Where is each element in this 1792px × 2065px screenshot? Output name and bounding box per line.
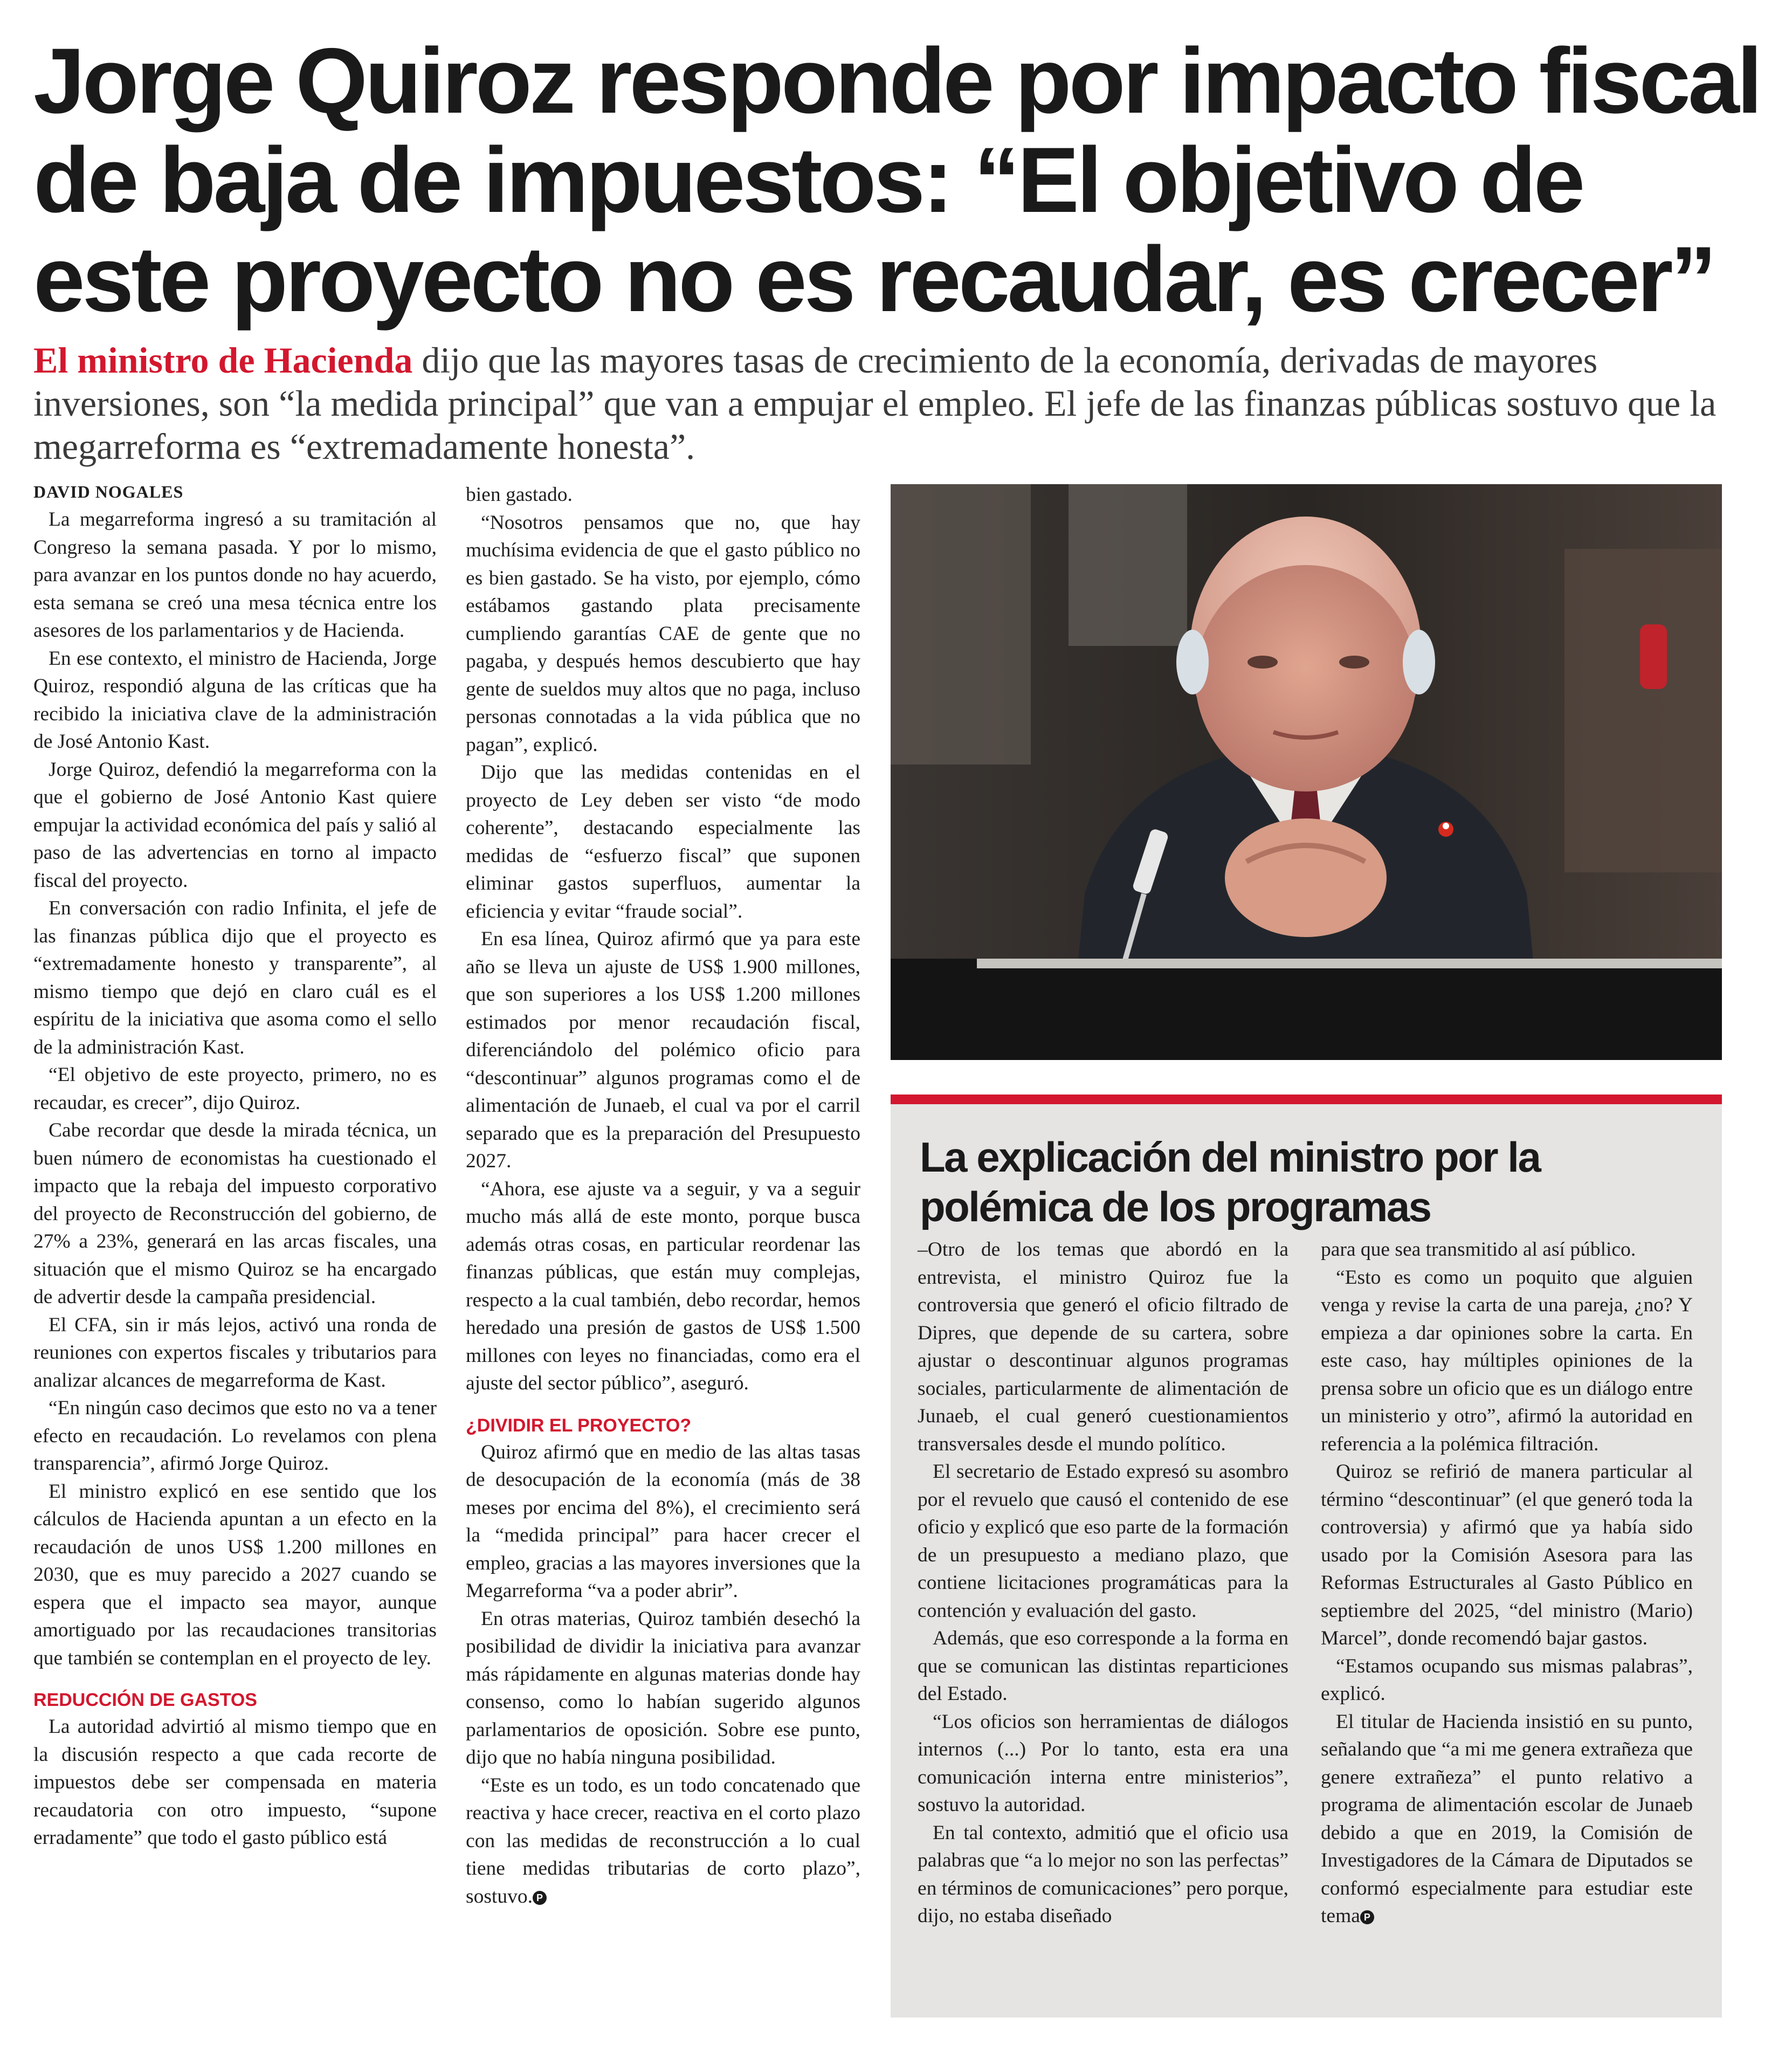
- article-column-2: [466, 481, 860, 1910]
- subhead-dividir-proyecto: ¿DIVIDIR EL PROYECTO?: [466, 1415, 692, 1436]
- paragraph: La autoridad advirtió al mismo tiempo que en la discusión respecto a que cada recorte de impuestos debe ser compensada en materia recaudatoria con otro impuesto, “supone erradamente” que todo el gasto público está: [33, 1716, 437, 1849]
- paragraph-final-text: “Este es un todo, es un todo concatenado que reactiva y hace crecer, reactiva en el corto plazo con las medidas de reconstrucción a lo cual tiene medidas tributarias de corto plazo”, sostuvo.: [466, 1774, 860, 1908]
- sidebar-column-1: [918, 1236, 1288, 1930]
- deck-text: dijo que las mayores tasas de crecimiento de la economía, derivadas de mayores inversiones, son “la medida principal” que van a empujar el empleo. El jefe de las finanzas públicas sostuvo que la megarreforma es “extremadamente honesta”.: [33, 340, 1717, 467]
- paragraph: El secretario de Estado expresó su asombro por el revuelo que causó el contenido de ese oficio y explicó que eso parte de la formación de un presupuesto a mediano plazo, que contiene licitaciones programáticas para la contención y evaluación del gasto.: [918, 1461, 1288, 1622]
- paragraph: Quiroz se refirió de manera particular al término “descontinuar” (el que generó toda la controversia) y afirmó que ya había sido usado por la Comisión Asesora para las Reformas Estructurales al Gasto Público en septiembre del 2025, “del ministro (Mario) Marcel”, donde recomendó bajar gastos.: [1321, 1461, 1693, 1649]
- paragraph: “En ningún caso decimos que esto no va a tener efecto en recaudación. Lo revelamos con plena transparencia”, afirmó Jorge Quiroz.: [33, 1397, 437, 1475]
- paragraph: Además, que eso corresponde a la forma en que se comunican las distintas reparticiones del Estado.: [918, 1627, 1288, 1705]
- headline: Jorge Quiroz responde por impacto fiscal de baja de impuestos: “El objetivo de este proyecto no es recaudar, es crecer”: [33, 29, 1760, 331]
- sidebar-title: La explicación del ministro por la polémica de los programas: [920, 1133, 1540, 1230]
- paragraph: La megarreforma ingresó a su tramitación al Congreso la semana pasada. Y por lo mismo, para avanzar en los puntos donde no hay acuerdo, esta semana se creó una mesa técnica entre los asesores de los parlamentarios y de Hacienda.: [33, 508, 437, 642]
- paragraph: –Otro de los temas que abordó en la entrevista, el ministro Quiroz fue la controversia que generó el oficio filtrado de Dipres, que depende de su cartera, sobre ajustar o descontinuar algunos programas sociales, particularmente de alimentación de Junaeb, el cual generó cuestionamientos transversales desde el mundo político.: [918, 1238, 1288, 1455]
- paragraph: En esa línea, Quiroz afirmó que ya para este año se lleva un ajuste de US$ 1.900 millones, que son superiores a los US$ 1.200 millones estimados por menor recaudación fiscal, diferenciándolo del polémico oficio para “descontinuar” algunos programas como el de alimentación de Junaeb, el cual va por el carril separado que es la preparación del Presupuesto 2027.: [466, 928, 860, 1172]
- paragraph: “Esto es como un poquito que alguien venga y revise la carta de una pareja, ¿no? Y empieza a dar opiniones sobre la carta. En este caso, hay múltiples opiniones de la prensa sobre un oficio que es un diálogo entre un ministerio y otro”, afirmó la autoridad en referencia a la polémica filtración.: [1321, 1266, 1693, 1455]
- end-mark-icon: P: [1360, 1910, 1374, 1924]
- deck: [33, 339, 1769, 468]
- paragraph: “Ahora, ese ajuste va a seguir, y va a seguir mucho más allá de este monto, porque busca además otras cosas, en particular reordenar las finanzas públicas, que están muy complejas, respecto a la cual también, debo recordar, hemos heredado una presión de gastos de US$ 1.500 millones con leyes no financiadas, como era el ajuste del sector público”, aseguró.: [466, 1178, 860, 1394]
- paragraph: Quiroz afirmó que en medio de las altas tasas de desocupación de la economía (más de 38 meses por encima del 8%), el crecimiento será la “medida principal” para hacer crecer el empleo, gracias a las mayores inversiones que la Megarreforma “va a poder abrir”.: [466, 1441, 860, 1602]
- paragraph: En otras materias, Quiroz también desechó la posibilidad de dividir la iniciativa para avanzar más rápidamente en algunas materias donde hay consenso, como lo habían sugerido algunos parlamentarios de oposición. Sobre ese punto, dijo que no había ninguna posibilidad.: [466, 1607, 860, 1768]
- paragraph: bien gastado.: [466, 484, 573, 506]
- end-mark-icon: P: [533, 1891, 547, 1905]
- paragraph: “Estamos ocupando sus mismas palabras”, explicó.: [1321, 1655, 1693, 1705]
- byline: DAVID NOGALES: [33, 482, 184, 501]
- paragraph: En ese contexto, el ministro de Hacienda, Jorge Quiroz, respondió alguna de las críticas que ha recibido la iniciativa clave de la administración de José Antonio Kast.: [33, 647, 437, 753]
- photo-illustration: [891, 484, 1722, 1060]
- subhead-reduccion-gastos: REDUCCIÓN DE GASTOS: [33, 1690, 257, 1710]
- article-photo: [891, 484, 1722, 1060]
- paragraph: En conversación con radio Infinita, el jefe de las finanzas pública dijo que el proyecto es “extremadamente honesto y transparente”, al mismo tiempo que dejó en claro cuál es el espíritu de la iniciativa que asoma como el sello de la administración Kast.: [33, 897, 437, 1058]
- paragraph: para que sea transmitido al así público.: [1321, 1238, 1636, 1261]
- paragraph-final: [466, 1772, 860, 1911]
- paragraph: Jorge Quiroz, defendió la megarreforma con la que el gobierno de José Antonio Kast quiere empujar la actividad económica del país y salió al paso de las advertencias en torno al impacto fiscal del proyecto.: [33, 758, 437, 892]
- paragraph: “Los oficios son herramientas de diálogos internos (...) Por lo tanto, esta era una comunicación interna entre ministerios”, sostuvo la autoridad.: [918, 1710, 1288, 1816]
- paragraph: Cabe recordar que desde la mirada técnica, un buen número de economistas ha cuestionado el impacto que la rebaja del impuesto corporativo del proyecto de Reconstrucción del gobierno, de 27% a 23%, generará en las arcas fiscales, una situación que el mismo Quiroz se ha encargado de advertir desde la campaña presidencial.: [33, 1119, 437, 1308]
- sidebar-column-2: [1321, 1236, 1693, 1930]
- sidebar-box: [891, 1095, 1722, 2018]
- paragraph: En tal contexto, admitió que el oficio usa palabras que “a lo mejor no son las perfectas” en términos de comunicaciones” pero porque, dijo, no estaba diseñado: [918, 1821, 1288, 1927]
- paragraph-final-text: El titular de Hacienda insistió en su punto, señalando que “a mi me genera extrañeza que genere extrañeza” el punto relativo a programa de alimentación escolar de Junaeb debido a que en 2019, la Comisión de Investigadores de la Cámara de Diputados se conformó especialmente para estudiar este tema: [1321, 1710, 1693, 1927]
- article-column-1: [33, 481, 437, 1852]
- paragraph: El CFA, sin ir más lejos, activó una ronda de reuniones con expertos fiscales y tributarios para analizar alcances de megarreforma de Kast.: [33, 1313, 437, 1392]
- paragraph-final: [1321, 1708, 1693, 1930]
- paragraph: “El objetivo de este proyecto, primero, no es recaudar, es crecer”, dijo Quiroz.: [33, 1064, 437, 1114]
- deck-lead: El ministro de Hacienda: [33, 340, 413, 381]
- paragraph: El ministro explicó en ese sentido que los cálculos de Hacienda apuntan a un efecto en la recaudación de unos US$ 1.200 millones en 2030, que es muy parecido a 2027 cuando se espera que el impacto sea mayor, aunque amortiguado por las recaudaciones transitorias que también se contemplan en el proyecto de ley.: [33, 1480, 437, 1669]
- paragraph: “Nosotros pensamos que no, que hay muchísima evidencia de que el gasto público no es bien gastado. Se ha visto, por ejemplo, cómo estábamos gastando plata precisamente cumpliendo garantías CAE de gente que no pagaba, y después hemos descubierto que hay gente de sueldos muy altos que no paga, incluso personas connotadas a la vida pública que no pagan”, explicó.: [466, 511, 860, 756]
- paragraph: Dijo que las medidas contenidas en el proyecto de Ley deben ser visto “de modo coherente”, destacando especialmente las medidas de “esfuerzo fiscal” que suponen eliminar gastos superfluos, aumentar la eficiencia y evitar “fraude social”.: [466, 761, 860, 923]
